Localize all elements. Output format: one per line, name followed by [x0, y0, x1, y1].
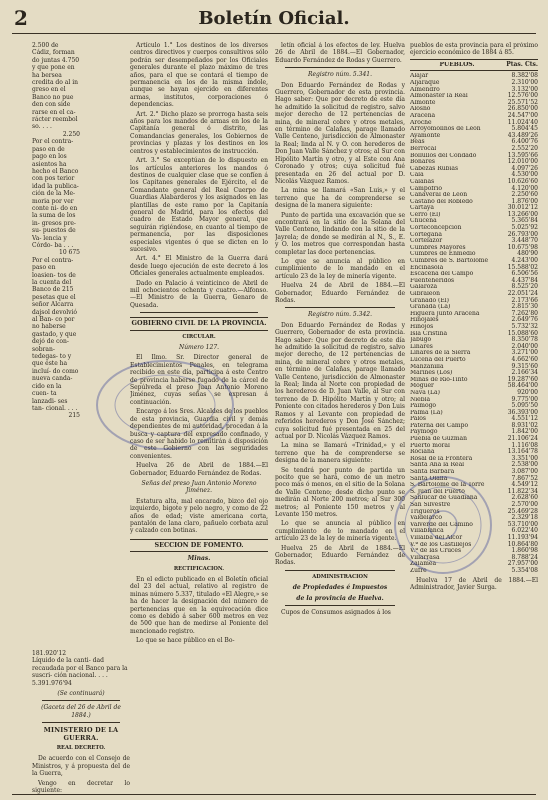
- town-name: Cerro (El): [410, 211, 441, 218]
- quota-table: [410, 73, 538, 574]
- column-decree: [130, 42, 268, 794]
- quota-amount: 2.552'20: [511, 144, 538, 152]
- town-name: Cumbres de S. Bartolomé: [410, 258, 489, 265]
- town-name: San Silvestre: [410, 502, 451, 508]
- town-name: Lucena del Puerto: [410, 356, 466, 363]
- town-name: Aracena: [410, 112, 436, 119]
- town-name: Minas de Río-Tinto: [410, 376, 468, 383]
- rectification-body: En el edicto publicado en el Boletín oficial del 23 del actual, relativo al registro de minas número 5.337, titulado «El Alegre,» se ha de hacer la designación del número de pertenencias que en la equivocación dice como es debido á saber 600 metros en vez de 500 que han de medirse al Poniente del mencionado registro.: [130, 576, 268, 635]
- town-name: Valdelarco: [410, 515, 443, 522]
- article-2: Art. 2.° Dicho plazo se prorroga hasta seis años para los mandos de armas en los de la Capitanía general ó distrito, las Comandancias generales, los Gobiernos de provincias y plazas y los destinos en los centros y establecimientos de instrucción.: [130, 110, 268, 155]
- quota-amount: 12.010'00: [507, 158, 538, 166]
- divider: [285, 307, 395, 308]
- quota-amount: 5.025'92: [511, 224, 538, 232]
- quota-amount: 1.876'00: [511, 197, 538, 205]
- quota-amount: 26.793'00: [507, 230, 538, 238]
- town-name: Paimogo: [410, 403, 437, 410]
- town-name: Granado (El): [410, 297, 450, 304]
- table-row: [410, 568, 538, 575]
- quota-amount: 1.116'08: [511, 441, 538, 449]
- town-name: Palma (La): [410, 409, 443, 416]
- quota-amount: 10.675'98: [507, 243, 538, 251]
- quota-amount: 4.530'00: [511, 171, 538, 179]
- quota-amount: 5.804'45: [511, 125, 538, 133]
- amount-value: 10 675: [59, 249, 80, 257]
- quota-amount: 11.822'34: [507, 487, 538, 495]
- town-name: Arroyomolinos de León: [410, 126, 481, 133]
- circular-number: Número 127.: [178, 344, 220, 352]
- town-name: Jabugo: [410, 337, 432, 344]
- quota-amount: 8.350'78: [511, 336, 538, 344]
- town-name: Campofrío: [410, 185, 442, 192]
- divider: [285, 67, 395, 68]
- town-name: Encinasola: [410, 264, 444, 271]
- town-name: V.ª de las Cruces: [410, 548, 462, 555]
- quota-amount: 2.173'66: [511, 296, 538, 304]
- quota-amount: 6.022'40: [511, 527, 538, 535]
- town-name: Santa Bárbara: [410, 469, 455, 476]
- quota-amount: 1.860'98: [511, 547, 538, 555]
- quota-amount: 2.310'00: [511, 79, 538, 86]
- town-name: Puebla de Guzmán: [410, 436, 467, 443]
- town-name: Villarrasa: [410, 554, 440, 561]
- footer-rule: [12, 794, 536, 795]
- quota-amount: 15.088'60: [507, 329, 538, 337]
- quota-amount: 26.850'00: [507, 105, 538, 113]
- article-4: Art. 4.° El Ministro de la Guerra dará desde luego ejecución de este decreto á los Oficiales generales actualmente empleados.: [130, 255, 268, 278]
- quota-amount: 36.393'00: [507, 408, 538, 416]
- town-name: Alájar: [410, 73, 429, 80]
- quota-amount: 27.957'00: [507, 560, 538, 568]
- town-name: Rociana: [410, 449, 435, 456]
- quota-amount: 480'90: [517, 250, 538, 258]
- town-name: Santa Ana la Real: [410, 462, 465, 469]
- finance-total: 181.920'12: [32, 650, 67, 657]
- registry-1-body: Don Eduardo Fernández de Rodas y Guerrero, Gobernador de esta provincia. Hago saber: Que por decreto de este día he admitido la solicitud de registro, salvo mejor derecho de 12 pertenencias de mina, de mineral cobre y otros metales, en término de Calañas, parage llamado Valle Centeno, jurisdicción de Almonaster la Real; linda al N. y O. con herederos de Don Juan Valle Sánchez y otros; al Sur con Hipólito Martín y otro, y al Este con Ana Coronado y otros; cuya solicitud fué presentada en 26 del actual por D. Nicolás Vázquez Ramos.: [275, 81, 405, 185]
- amount-value: 2.250: [62, 130, 80, 138]
- quota-amount: 6.506'56: [511, 270, 538, 278]
- finance-para-2: Por el contra- paso en de pago en los asientos ha hecho el Banco con pos terior idad la publica- ción de la Me- moria por ver conte ni- do en la suma de los in- gresos pre- su- puestos de Va- lencia y Córdo- ba . . .: [32, 138, 79, 249]
- rectification-heading: RECTIFICACION.: [173, 565, 225, 572]
- quota-amount: 2.329'18: [511, 514, 538, 522]
- quota-amount: 5.732'32: [511, 322, 538, 330]
- registry-2-body-4: Lo que se anuncia al público en cumplimiento de lo mandado en el artículo 23 de la ley de minería vigente.: [275, 520, 405, 543]
- town-name: Castaño del Robledo: [410, 198, 473, 205]
- prisoner-description: Estatura alta, mal encarado, bizco del ojo izquierdo, bigote y pelo negro, y como de 22 años de edad; viste americana corta, pantalón de lana claro, pañuelo corbata azul y calzado con botinas.: [130, 497, 268, 535]
- quota-amount: 920'00: [517, 388, 538, 396]
- divider: [285, 605, 395, 606]
- town-name: Corteconcepción: [410, 225, 462, 232]
- quota-amount: 9.775'00: [511, 395, 538, 403]
- quota-amount: 8.525'20: [511, 283, 538, 291]
- circular-body-2: Encargo á los Sres. Alcaldes de los pueblos de esta provincia, Guardia civil y demás dependientes de mi autoridad, procedan á la busca y captura del expresado confinado, y caso de ser habido lo remitirán á disposición de este Gobierno con las seguridades convenientes.: [130, 408, 268, 460]
- town-name: Cabezas Rubias: [410, 165, 459, 172]
- quota-amount: 15.588'02: [507, 263, 538, 271]
- divider: [42, 700, 120, 701]
- town-name: S. Juan del Puerto: [410, 488, 465, 495]
- town-name: Hinojales: [410, 317, 439, 324]
- quota-amount: 2.040'00: [511, 342, 538, 350]
- registry-1-body-4: Lo que se anuncia al público en cumplimiento de lo mandado en el artículo 23 de la ley de minería vigente.: [275, 257, 405, 280]
- circular-body-1: El Ilmo. Sr. Director general de Establecimientos Penales, en telegrama recibido en este día, participa á este Centro de provincia haberse fugado de la cárcel de Sepúlveda el preso Juan Antonio Moreno Jiménez, cuyas señas se expresan á continuación.: [130, 354, 268, 406]
- quota-amount: 8.931'02: [511, 421, 538, 429]
- quota-amount: 24.547'00: [507, 111, 538, 119]
- admin-heading-3: de la provincia de Huelva.: [296, 594, 384, 602]
- quota-amount: 9.315'60: [511, 362, 538, 370]
- town-name: Palos: [410, 416, 426, 423]
- column-mines: [275, 42, 405, 794]
- quota-amount: 4.551'12: [511, 415, 538, 423]
- quota-amount: 3.132'00: [511, 85, 538, 93]
- town-name: Cartaya: [410, 205, 434, 212]
- quota-amount: 11.193'94: [507, 533, 538, 541]
- quota-amount: 2.570'00: [511, 501, 538, 508]
- quota-amount: 2.628'60: [511, 494, 538, 502]
- quota-amount: 2.250'60: [511, 191, 538, 199]
- quota-amount: 4.120'00: [511, 184, 538, 192]
- town-name: Zalamea: [410, 561, 437, 568]
- circular-signature: Huelva 26 de Abril de 1884.—El Gobernador, Eduardo Fernández de Rodas.: [130, 462, 268, 477]
- quota-amount: 30.012'12: [507, 204, 538, 212]
- quota-amount: 8.382'08: [511, 72, 538, 80]
- town-name: Rosal de la Frontera: [410, 455, 473, 462]
- quota-amount: 13.266'00: [507, 210, 538, 218]
- quota-intro: pueblos de esta provincia para el próximo ejercicio económico de 1884 á 85.: [410, 42, 538, 57]
- quota-amount: 4.437'84: [511, 276, 538, 284]
- registry-2-title: Registro núm. 5.342.: [307, 311, 373, 319]
- registry-1-body-3: Punto de partida una excavación que se encontrará en la sitio de la Solana del Valle Centeno, lindando con la sitio de la Jayrela; de donde se medirán al N., S., E. y O. los metros que correspondan hasta completar las doce pertenencias.: [275, 211, 405, 256]
- quota-amount: 22.051'24: [507, 290, 538, 297]
- town-name: Marines (Los): [410, 370, 453, 377]
- quota-amount: 25.469'28: [507, 507, 538, 515]
- town-name: Almonte: [410, 99, 436, 106]
- divider: [410, 70, 538, 71]
- town-name: Villalba del Alcor: [410, 534, 463, 541]
- registry-1-signature: Huelva 24 de Abril de 1884.—El Gobernador, Eduardo Fernández de Rodas.: [275, 282, 405, 304]
- quota-amount: 10.864'80: [507, 540, 538, 548]
- town-name: Berrocal: [410, 145, 437, 152]
- registry-2-body-2: La mina se llamará «Trinidad,» y el terreno que ha de comprenderse se designa de la manera siguiente:: [275, 442, 405, 465]
- section-heading-civil: GOBIERNO CIVIL DE LA PROVINCIA.: [130, 317, 268, 330]
- town-name: Higuera junto Aracena: [410, 310, 480, 317]
- town-name: Puerto moral: [410, 442, 450, 449]
- town-name: Cumbres Mayores: [410, 244, 466, 251]
- quota-amount: 4.097'26: [511, 164, 538, 172]
- section-heading-fomento: SECCION DE FOMENTO.: [130, 539, 268, 552]
- quota-amount: 1.842'00: [511, 428, 538, 436]
- mines-heading: Minas.: [187, 555, 211, 563]
- quota-amount: 4.243'00: [511, 257, 538, 265]
- quota-amount: 2.166'34: [511, 369, 538, 377]
- town-name: Zufre: [410, 567, 427, 574]
- town-name: Santa Olalla: [410, 475, 448, 482]
- quota-amount: 25.571'52: [507, 98, 538, 106]
- quota-amount: 43.489'26: [507, 131, 538, 139]
- town-name: Aroche: [410, 119, 432, 126]
- quota-amount: 13.164'78: [507, 448, 538, 456]
- divider: [285, 570, 395, 571]
- gazette-ref: (Gaceta del 26 de Abril de 1884.): [41, 704, 121, 719]
- quota-amount: 5.095'50: [511, 402, 538, 410]
- quota-amount: 53.710'00: [507, 520, 538, 528]
- quota-amount: 8.788'24: [511, 553, 538, 561]
- article-3: Art. 3.° Se exceptúan de lo dispuesto en los artículos anteriores los mandos ó destinos de cualquier clase que se confíen á los Capitanes generales de Ejército, el de Comandante general del Real Cuerpo de Guardias Alabarderos y los asignados en las plantillas de este ramo por la Capitanía general de Madrid, para los efectos del cuadro de Estado Mayor general, que seguirán rigiéndose, en cuanto al tiempo de permanencia, por las disposiciones especiales vigentes ó que se dicten en lo sucesivo.: [130, 157, 268, 253]
- quota-amount: 3.351'00: [511, 454, 538, 462]
- rectification-end: Lo que se hace público en el Bo-: [136, 637, 235, 645]
- quota-amount: 7.262'80: [511, 309, 538, 317]
- quota-amount: 5.354'08: [511, 566, 538, 574]
- quota-amount: 58.464'00: [507, 382, 538, 390]
- registry-2-signature: Huelva 25 de Abril de 1884.—El Gobernador, Eduardo Fernández de Rodas.: [275, 544, 405, 567]
- quota-amount: 12.576'00: [507, 92, 538, 100]
- quota-amount: 21.106'24: [507, 435, 538, 443]
- town-name: V.ª de los Castillejos: [410, 541, 472, 548]
- town-name: Granada (La): [410, 304, 451, 311]
- quota-amount: 2.538'00: [511, 461, 538, 469]
- town-name: Nava (La): [410, 389, 440, 396]
- liquid-text: Líquido de la canti- dad recaudada por el Banco para la suscri- ción nacional. . . .: [32, 657, 128, 680]
- quota-signature: Huelva 17 de Abril de 1884.—El Administrador, Javier Surga.: [410, 576, 538, 591]
- decree-text: De acuerdo con el Consejo de Ministros, y á propuesta del de la Guerra,: [32, 755, 130, 778]
- registry-2-body-3: Se tendrá por punto de partida un pocito que se hará, como de un metro poco más ó menos, en el sitio de la Solana de Valle Centeno; desde dicho punto se medirán al Norte 200 metros; al Sur 300 metros; al Poniente 150 metros y al Levante 150 metros.: [275, 466, 405, 518]
- decree-text-2: Vengo en decretar lo siguiente:: [32, 779, 130, 794]
- town-name: Cumbres de Enmedio: [410, 251, 476, 258]
- town-name: Escacena del Campo: [410, 271, 474, 278]
- registry-1-body-2: La mina se llamará «San Luis,» y el terreno que ha de comprenderse se designa de la manera siguiente:: [275, 187, 405, 210]
- town-name: Chucena: [410, 218, 437, 225]
- divider: [410, 59, 538, 60]
- quota-amount: 2.815'30: [511, 303, 538, 311]
- admin-intro: Cupos de Consumos asignados á los: [281, 609, 391, 617]
- quota-amount: 3.087'00: [511, 468, 538, 476]
- town-name: Ayamonte: [410, 132, 441, 139]
- town-name: Cortelazor: [410, 238, 443, 245]
- town-name: S. Bartolomé de la Torre: [410, 482, 485, 489]
- quota-amount: 3.271'00: [511, 349, 538, 357]
- registry-2-body: Don Eduardo Fernández de Rodas y Guerrero, Gobernador de esta provincia. Hago saber: Que por decreto de este día he admitido la solicitud de registro, salvo mejor derecho, de 12 pertenencias de mina, de mineral cobre y otros metales, en término de Calañas, parage llamado Valle Centeno, jurisdicción de Almonaster la Real; linda al Norte con propiedad de los herederos de D. Juan Valle, al Sur con terreno de D. Hipólito Martín y otro; al Poniente con citados herederos y Don Luis Ramos y al Levante con propiedad de referidos herederos y Don José Sánchez; cuya solicitud fué presentada en 25 del actual por D. Nicolás Vázquez Ramos.: [275, 321, 405, 440]
- town-name: Manzanilla: [410, 363, 444, 370]
- town-name: Sanlúcar de Guadiana: [410, 495, 478, 502]
- town-name: Paymogo: [410, 429, 438, 436]
- town-name: Cala: [410, 172, 424, 179]
- quota-amount: 7.867'52: [511, 474, 538, 482]
- town-name: Villablanca: [410, 528, 444, 535]
- decree-signature: Dado en Palacio á veinticinco de Abril de mil ochocientos ochenta y cuatro.—Alfonso.—El Ministro de la Guerra, Genaro de Quesada.: [130, 279, 268, 309]
- town-name: Hinojos: [410, 323, 434, 330]
- header-rule: [12, 33, 536, 34]
- quota-amount: 13.595'66: [507, 151, 538, 159]
- article-1: Artículo 1.° Los destinos de los diversos centros directivos y cuerpos consultivos sólo podrán ser desempeñados por los Oficiales generales durante el plazo máximo de tres años, para el que se contará el tiempo de permanencia en los de la misma índole, aunque se hayan ejercido en diferentes armas, institutos, corporaciones ó dependencias.: [130, 42, 268, 109]
- town-name: Fuenteheridos: [410, 277, 455, 284]
- quota-amount: 11.024'40: [507, 118, 538, 126]
- amount-line: 2.500 de: [32, 42, 59, 49]
- town-name: Galaroza: [410, 284, 438, 291]
- column-finance-bottom: [32, 650, 130, 794]
- town-name: Beas: [410, 139, 425, 146]
- town-name: Aljaraque: [410, 80, 440, 86]
- liquid-amount: 5.391.976'94: [32, 679, 72, 687]
- finance-para-1: Cádiz, forman do juntas 4.750 y que pone en ha bersea credita do al in greso en el Banco no pue den con side rarse en el ca- rácter reembol so. . . .: [32, 49, 80, 131]
- quota-amount: 19.287'60: [507, 375, 538, 383]
- header-towns: PUEBLOS.: [439, 61, 475, 68]
- town-name: Gibraleón: [410, 291, 440, 297]
- page-title: Boletín Oficial.: [198, 8, 350, 29]
- quota-amount: 5.365'84: [511, 217, 538, 225]
- quota-amount: 3.448'70: [511, 237, 538, 245]
- quota-amount: 6.400'76: [511, 138, 538, 146]
- town-name: Valverde del Camino: [410, 521, 473, 528]
- decree-heading: REAL DECRETO.: [56, 745, 106, 752]
- registry-1-title: Registro núm. 5.341.: [307, 71, 373, 79]
- town-name: Calañas: [410, 178, 435, 185]
- quota-amount: 2.649'76: [511, 316, 538, 324]
- town-name: Niebla: [410, 396, 431, 403]
- town-name: Isla Cristina: [410, 330, 448, 337]
- town-name: Paterna del Campo: [410, 422, 469, 429]
- header-amount: Ptas. Cts.: [506, 60, 538, 68]
- admin-heading: ADMINISTRACION: [312, 573, 368, 580]
- town-name: Almendro: [410, 86, 440, 93]
- town-name: Trigueros: [410, 508, 440, 515]
- amount-value: 215: [68, 412, 80, 420]
- page-number: 2: [14, 6, 28, 30]
- town-name: Linares: [410, 343, 433, 350]
- finance-para-3: Por el contra- paso en loasien- tos de la cuenta del Banco de 215 pesetas que el señor Alcarra dajsol devolvió al Ban- co por no haberse gastado, y que dejó de con- sobran- tedegas- to y que éste ha incluí- do como nueva canda- cido en la cuen- ta lanzadi- ses tan- cional. . . .: [32, 256, 79, 412]
- prisoner-heading: Señas del preso Juan Antonio Moreno Jiménez.: [141, 479, 257, 495]
- divider: [42, 722, 120, 723]
- quota-amount: 4.549'12: [511, 481, 538, 489]
- quota-amount: 4.662'60: [511, 355, 538, 363]
- town-name: Almonaster la Real: [410, 93, 468, 100]
- table-header: [410, 62, 538, 69]
- ministry-heading: MINISTERIO DE LA GUERRA.: [43, 726, 119, 742]
- divider: [140, 312, 258, 313]
- page-header: [0, 0, 548, 34]
- quota-amount: 10.626'60: [507, 177, 538, 185]
- mines-continuation: letín oficial á los efectos de ley. Huelva 26 de Abril de 1884.—El Gobernador, Eduardo Fernández de Rodas y Guerrero.: [275, 42, 405, 64]
- town-name: Cañaveral de León: [410, 192, 468, 199]
- town-name: Bonares: [410, 159, 435, 166]
- column-quotas: [410, 42, 538, 794]
- admin-heading-2: de Propiedades é Impuestos: [292, 584, 388, 592]
- town-name: Cortegana: [410, 231, 442, 238]
- circular-heading: CIRCULAR.: [182, 333, 216, 340]
- town-name: Bollullos del Condado: [410, 152, 477, 159]
- town-name: Linares de la Sierra: [410, 350, 471, 357]
- continued-note: (Se continuará): [57, 690, 105, 698]
- town-name: Moguer: [410, 383, 434, 390]
- town-name: Alosno: [410, 106, 431, 113]
